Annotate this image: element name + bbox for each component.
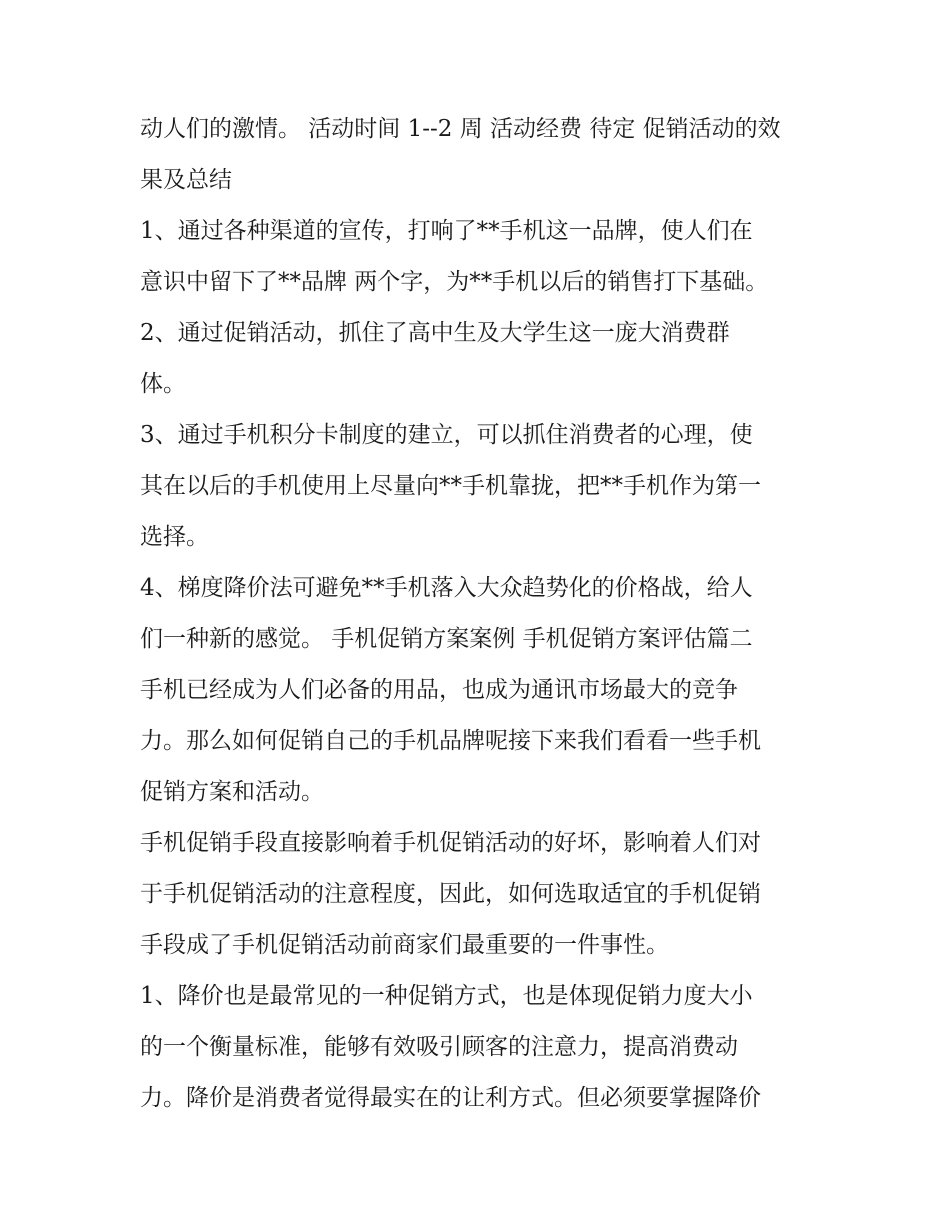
text-line: 1、降价也是最常见的一种促销方式，也是体现促销力度大小 (140, 983, 753, 1009)
text-line: 手段成了手机促销活动前商家们最重要的一件事性。 (140, 932, 669, 958)
text-line: 果及总结 (140, 167, 232, 193)
text-line: 促销方案和活动。 (140, 779, 324, 805)
text-line: 2、通过促销活动，抓住了高中生及大学生这一庞大消费群 (140, 320, 730, 346)
text-line: 动人们的激情。 活动时间 1--2 周 活动经费 待定 促销活动的效 (140, 116, 781, 142)
text-line: 体。 (140, 371, 186, 397)
text-line: 选择。 (140, 524, 209, 550)
text-line: 意识中留下了**品牌 两个字，为**手机以后的销售打下基础。 (140, 269, 769, 295)
text-line: 4、梯度降价法可避免**手机落入大众趋势化的价格战，给人 (140, 575, 753, 601)
text-line: 3、通过手机积分卡制度的建立，可以抓住消费者的心理，使 (140, 422, 753, 448)
text-line: 手机已经成为人们必备的用品，也成为通讯市场最大的竞争 (140, 677, 738, 703)
text-line: 力。降价是消费者觉得最实在的让利方式。但必须要掌握降价 (140, 1085, 761, 1111)
document-body (140, 104, 820, 1124)
text-line: 力。那么如何促销自己的手机品牌呢接下来我们看看一些手机 (140, 728, 761, 754)
text-line: 其在以后的手机使用上尽量向**手机靠拢，把**手机作为第一 (140, 473, 761, 499)
text-line: 手机促销手段直接影响着手机促销活动的好坏，影响着人们对 (140, 830, 761, 856)
text-line: 于手机促销活动的注意程度，因此，如何选取适宜的手机促销 (140, 881, 761, 907)
text-line: 的一个衡量标准，能够有效吸引顾客的注意力，提高消费动 (140, 1034, 738, 1060)
text-line: 们一种新的感觉。 手机促销方案案例 手机促销方案评估篇二 (140, 626, 753, 652)
text-line: 1、通过各种渠道的宣传，打响了**手机这一品牌，使人们在 (140, 218, 753, 244)
